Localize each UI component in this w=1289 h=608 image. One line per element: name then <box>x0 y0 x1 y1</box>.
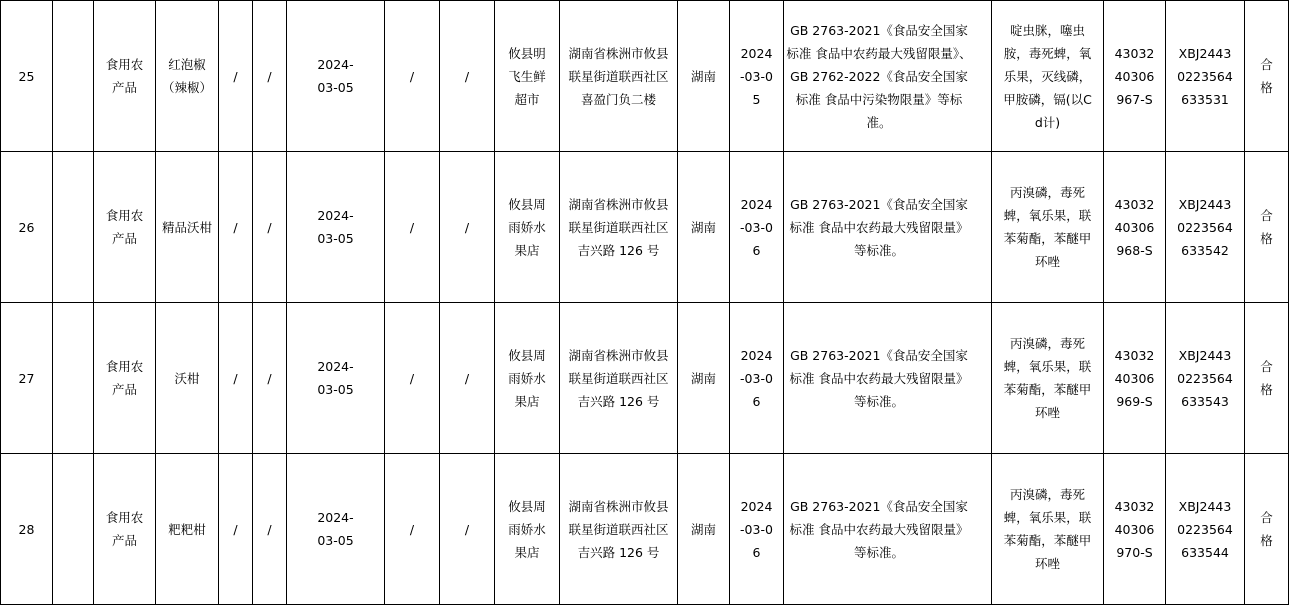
manufacturer-cell: / <box>385 152 440 303</box>
spec-cell: / <box>219 454 253 605</box>
manufacturer-address-cell: / <box>440 152 495 303</box>
table-row <box>1 152 1289 303</box>
seller-address-cell: 湖南省株洲市攸县联星街道联西社区吉兴路 126 号 <box>560 303 678 454</box>
result-cell: 合格 <box>1245 303 1289 454</box>
production-date-cell: 2024-03-05 <box>287 454 385 605</box>
seller-address-cell: 湖南省株洲市攸县联星街道联西社区吉兴路 126 号 <box>560 454 678 605</box>
result-cell: 合格 <box>1245 152 1289 303</box>
report-number-cell: 4303240306970-S <box>1104 454 1166 605</box>
category-cell: 食用农产品 <box>94 152 156 303</box>
manufacturer-cell: / <box>385 454 440 605</box>
sampling-date-cell: 2024-03-05 <box>730 1 784 152</box>
standard-cell: GB 2763-2021《食品安全国家标准 食品中农药最大残留限量》等标准。 <box>784 303 992 454</box>
seller-address-cell: 湖南省株洲市攸县联星街道联西社区喜盈门负二楼 <box>560 1 678 152</box>
sample-number-cell: XBJ24430223564633531 <box>1166 1 1245 152</box>
report-number-cell: 4303240306967-S <box>1104 1 1166 152</box>
production-date-cell: 2024-03-05 <box>287 303 385 454</box>
result-cell: 合格 <box>1245 454 1289 605</box>
seq-cell: 25 <box>1 1 53 152</box>
seq-cell: 26 <box>1 152 53 303</box>
table-row <box>1 1 1289 152</box>
report-number-cell: 4303240306969-S <box>1104 303 1166 454</box>
sampling-date-cell: 2024-03-06 <box>730 303 784 454</box>
sample-name-cell: 精品沃柑 <box>156 152 219 303</box>
seq-cell: 28 <box>1 454 53 605</box>
table-row <box>1 303 1289 454</box>
sampling-date-cell: 2024-03-06 <box>730 454 784 605</box>
province-cell: 湖南 <box>678 1 730 152</box>
manufacturer-address-cell: / <box>440 303 495 454</box>
spec-cell: / <box>219 152 253 303</box>
test-items-cell: 丙溴磷，毒死蜱，氧乐果，联苯菊酯，苯醚甲环唑 <box>992 303 1104 454</box>
sample-name-cell: 红泡椒（辣椒） <box>156 1 219 152</box>
trademark-cell: / <box>253 303 287 454</box>
trademark-cell: / <box>253 454 287 605</box>
spec-cell: / <box>219 303 253 454</box>
sample-number-cell: XBJ24430223564633544 <box>1166 454 1245 605</box>
blank-cell <box>53 454 94 605</box>
seller-address-cell: 湖南省株洲市攸县联星街道联西社区吉兴路 126 号 <box>560 152 678 303</box>
province-cell: 湖南 <box>678 454 730 605</box>
test-items-cell: 啶虫脒，噻虫胺，毒死蜱，氧乐果，灭线磷，甲胺磷，镉(以Cd计) <box>992 1 1104 152</box>
seller-name-cell: 攸县周雨娇水果店 <box>495 152 560 303</box>
report-number-cell: 4303240306968-S <box>1104 152 1166 303</box>
standard-cell: GB 2763-2021《食品安全国家标准 食品中农药最大残留限量》等标准。 <box>784 454 992 605</box>
test-items-cell: 丙溴磷，毒死蜱，氧乐果，联苯菊酯，苯醚甲环唑 <box>992 152 1104 303</box>
production-date-cell: 2024-03-05 <box>287 152 385 303</box>
category-cell: 食用农产品 <box>94 454 156 605</box>
category-cell: 食用农产品 <box>94 1 156 152</box>
sample-number-cell: XBJ24430223564633542 <box>1166 152 1245 303</box>
sample-name-cell: 沃柑 <box>156 303 219 454</box>
sampling-date-cell: 2024-03-06 <box>730 152 784 303</box>
manufacturer-cell: / <box>385 303 440 454</box>
result-cell: 合格 <box>1245 1 1289 152</box>
sample-name-cell: 粑粑柑 <box>156 454 219 605</box>
category-cell: 食用农产品 <box>94 303 156 454</box>
blank-cell <box>53 303 94 454</box>
trademark-cell: / <box>253 152 287 303</box>
sample-number-cell: XBJ24430223564633543 <box>1166 303 1245 454</box>
province-cell: 湖南 <box>678 152 730 303</box>
province-cell: 湖南 <box>678 303 730 454</box>
manufacturer-cell: / <box>385 1 440 152</box>
blank-cell <box>53 152 94 303</box>
standard-cell: GB 2763-2021《食品安全国家标准 食品中农药最大残留限量》、GB 2762-2022《食品安全国家标准 食品中污染物限量》等标准。 <box>784 1 992 152</box>
blank-cell <box>53 1 94 152</box>
spec-cell: / <box>219 1 253 152</box>
test-items-cell: 丙溴磷，毒死蜱，氧乐果，联苯菊酯，苯醚甲环唑 <box>992 454 1104 605</box>
standard-cell: GB 2763-2021《食品安全国家标准 食品中农药最大残留限量》等标准。 <box>784 152 992 303</box>
seq-cell: 27 <box>1 303 53 454</box>
production-date-cell: 2024-03-05 <box>287 1 385 152</box>
seller-name-cell: 攸县周雨娇水果店 <box>495 454 560 605</box>
manufacturer-address-cell: / <box>440 454 495 605</box>
trademark-cell: / <box>253 1 287 152</box>
table-row <box>1 454 1289 605</box>
seller-name-cell: 攸县周雨娇水果店 <box>495 303 560 454</box>
manufacturer-address-cell: / <box>440 1 495 152</box>
seller-name-cell: 攸县明飞生鲜超市 <box>495 1 560 152</box>
